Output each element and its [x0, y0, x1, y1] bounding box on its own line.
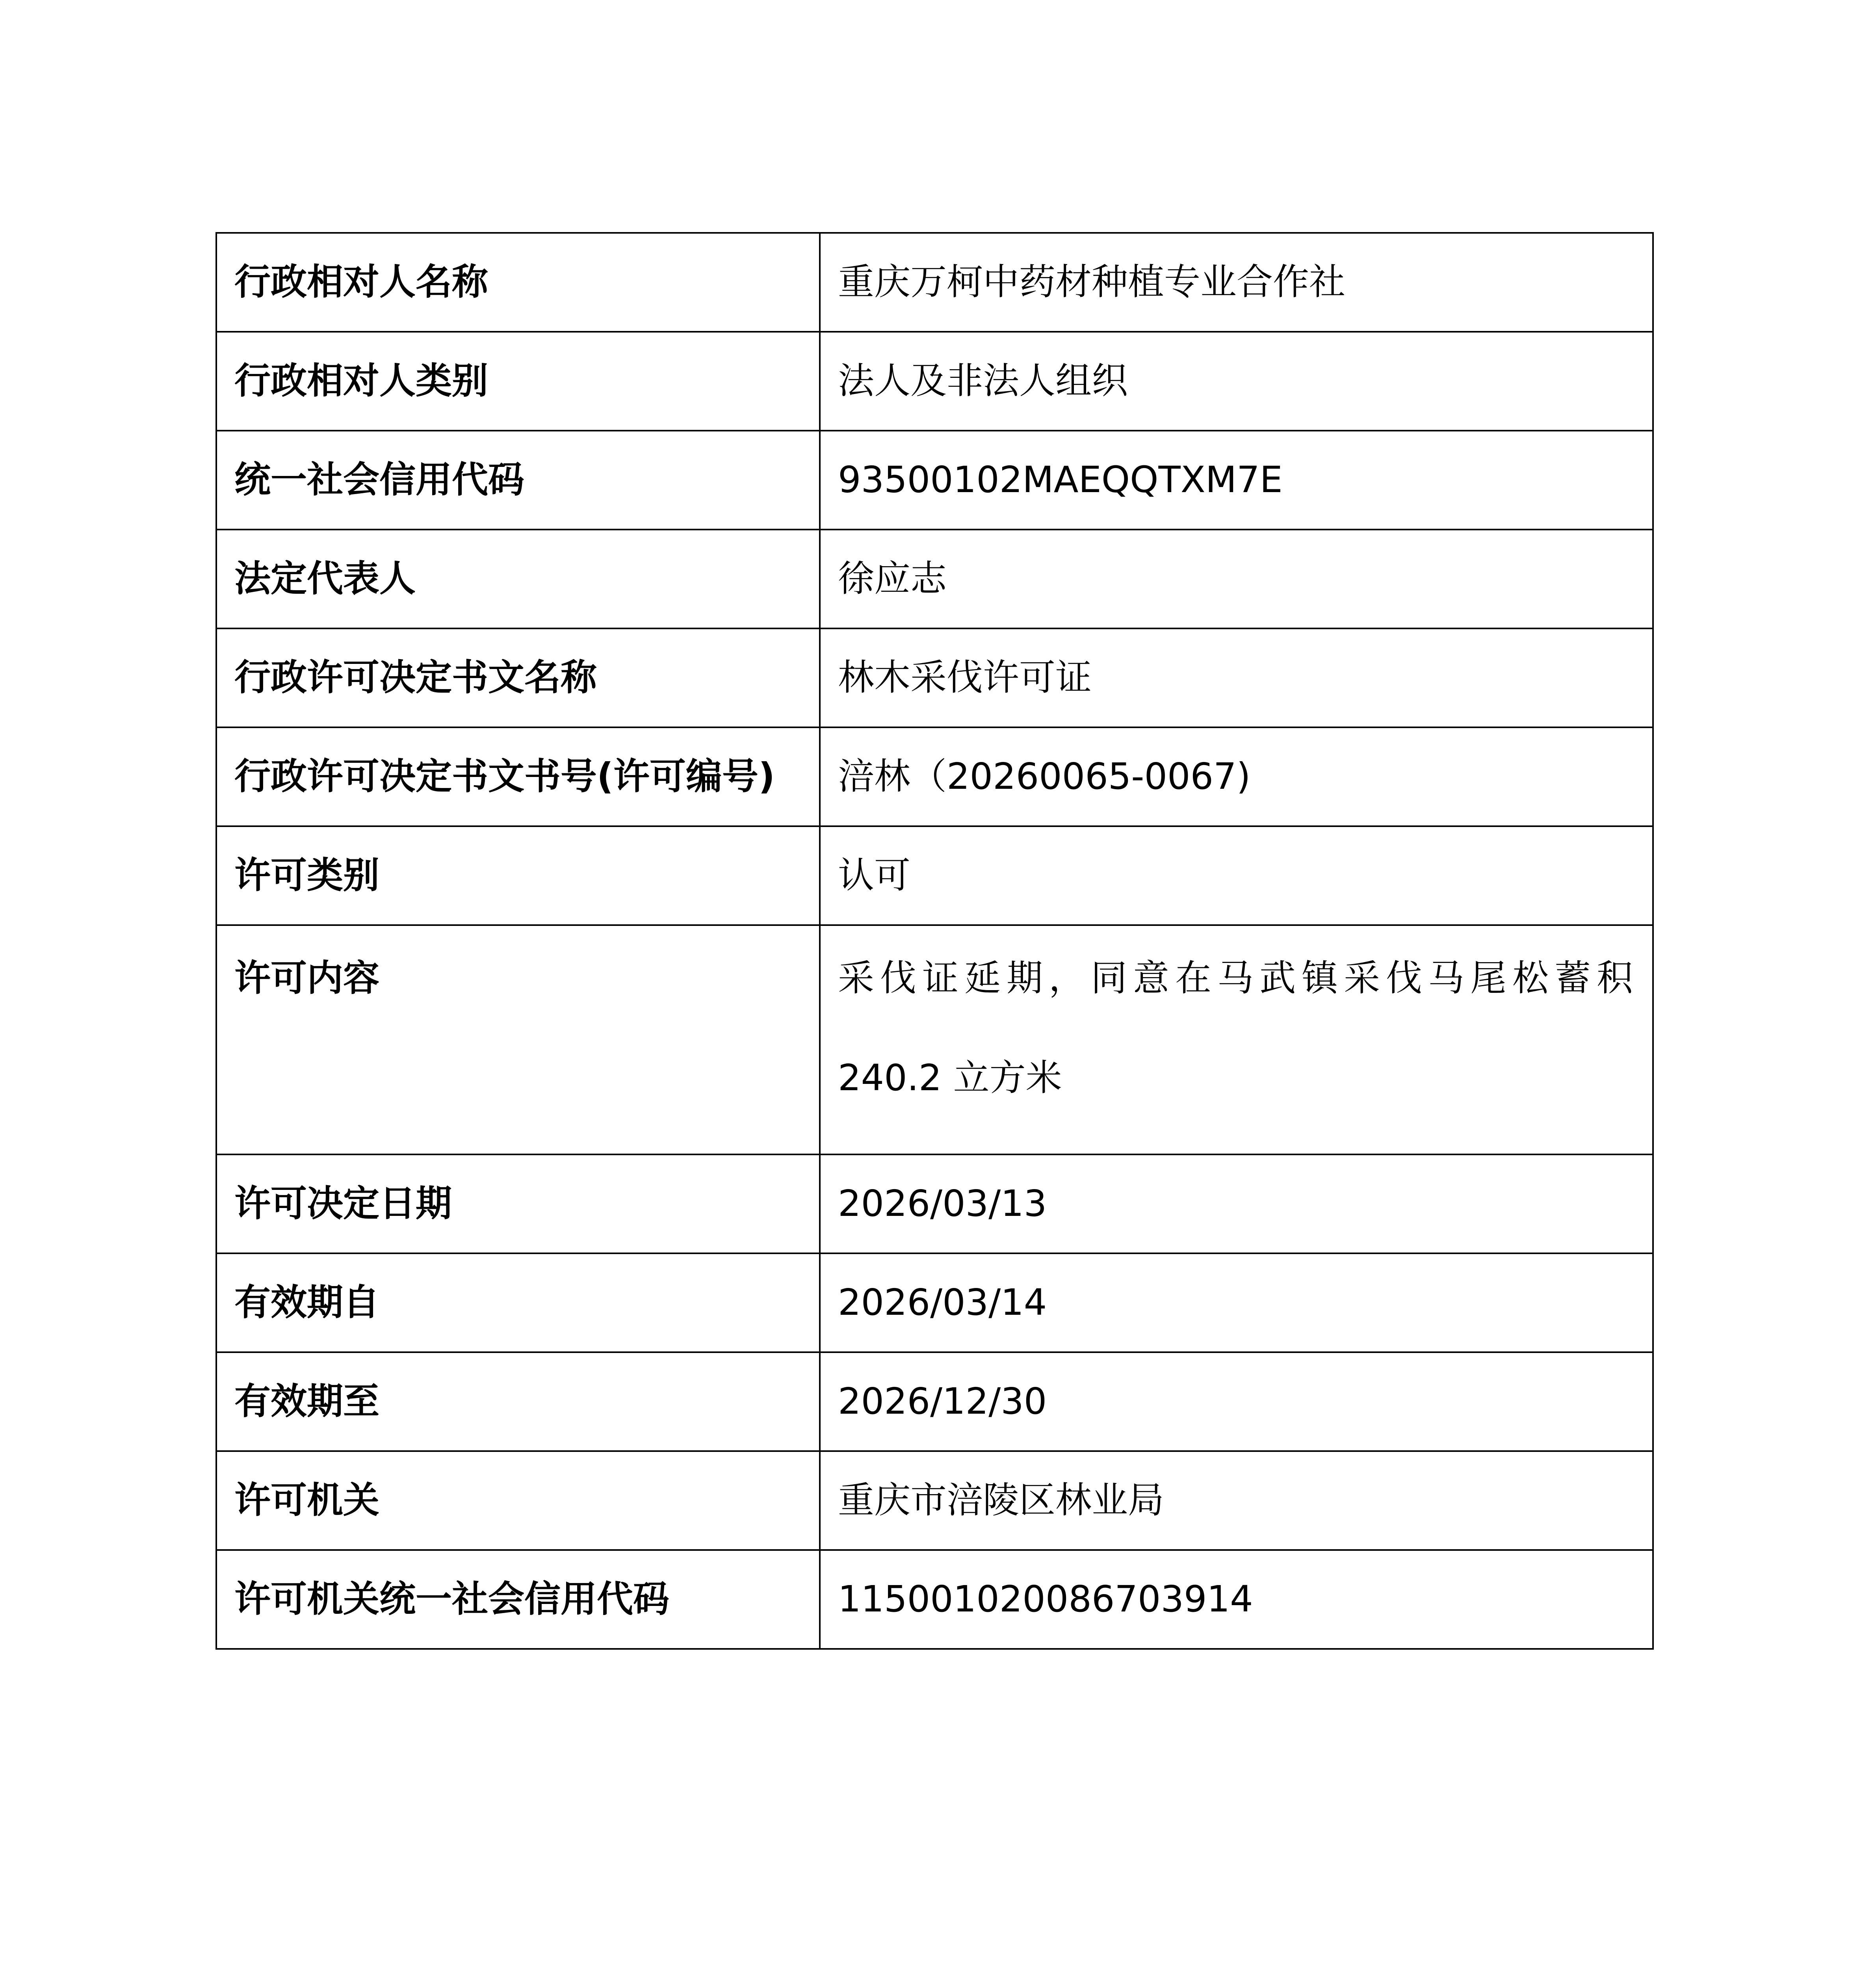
- row-label: 许可决定日期: [216, 1154, 820, 1253]
- row-value: 115001020086703914: [820, 1550, 1653, 1649]
- row-value: 2026/03/13: [820, 1154, 1653, 1253]
- table-row: [216, 1352, 1653, 1451]
- row-value: 认可: [820, 826, 1653, 925]
- row-value: 2026/03/14: [820, 1253, 1653, 1352]
- row-label: 许可机关统一社会信用代码: [216, 1550, 820, 1649]
- row-value: 2026/12/30: [820, 1352, 1653, 1451]
- table-row: [216, 530, 1653, 628]
- row-label: 有效期自: [216, 1253, 820, 1352]
- row-value: 徐应志: [820, 530, 1653, 628]
- row-value: 重庆市涪陵区林业局: [820, 1451, 1653, 1550]
- row-value: [820, 925, 1653, 1154]
- table-row: [216, 1451, 1653, 1550]
- permit-content-line: 采伐证延期，同意在马武镇采伐马尾松蓄积: [838, 957, 1639, 999]
- permit-content-line: 240.2 立方米: [838, 1057, 1062, 1099]
- row-label: 许可类别: [216, 826, 820, 925]
- table-row: [216, 1550, 1653, 1649]
- row-label: 行政相对人名称: [216, 233, 820, 332]
- row-value: 法人及非法人组织: [820, 332, 1653, 431]
- row-label: 许可内容: [216, 925, 820, 1154]
- table-row: [216, 1154, 1653, 1253]
- row-label: 行政许可决定书文书号(许可编号): [216, 727, 820, 826]
- row-value: 93500102MAEQQTXM7E: [820, 431, 1653, 530]
- row-label: 行政相对人类别: [216, 332, 820, 431]
- row-value: 重庆万柯中药材种植专业合作社: [820, 233, 1653, 332]
- table-row: [216, 925, 1653, 1154]
- table-row: [216, 727, 1653, 826]
- table-row: [216, 628, 1653, 727]
- table-row: [216, 1253, 1653, 1352]
- row-label: 行政许可决定书文名称: [216, 628, 820, 727]
- row-value: 林木采伐许可证: [820, 628, 1653, 727]
- row-label: 有效期至: [216, 1352, 820, 1451]
- row-label: 法定代表人: [216, 530, 820, 628]
- row-label: 许可机关: [216, 1451, 820, 1550]
- permit-info-table: [215, 232, 1654, 1650]
- row-label: 统一社会信用代码: [216, 431, 820, 530]
- table-row: [216, 332, 1653, 431]
- row-value: 涪林（20260065-0067): [820, 727, 1653, 826]
- table-row: [216, 431, 1653, 530]
- table-row: [216, 826, 1653, 925]
- table-row: [216, 233, 1653, 332]
